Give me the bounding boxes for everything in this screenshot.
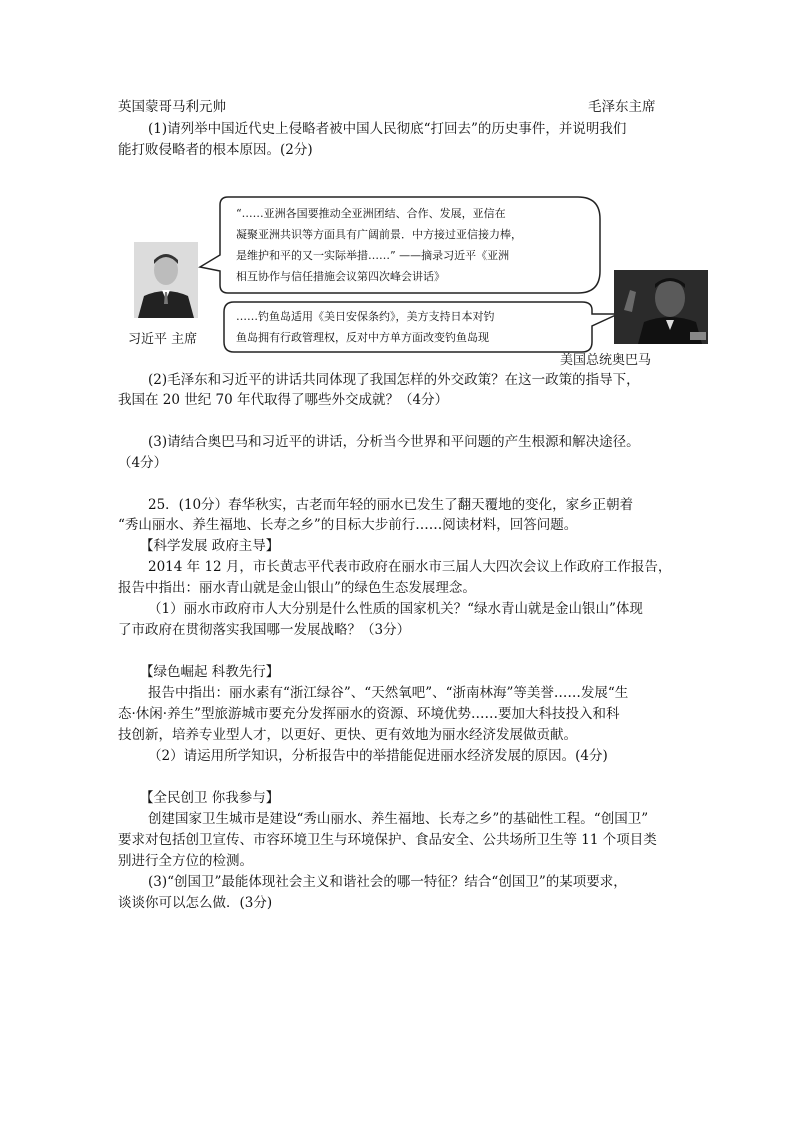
q25-section2-line3: 技创新，培养专业型人才，以更好、更快、更有效地为丽水经济发展做贡献。	[118, 727, 577, 743]
q25-section3-line2: 要求对包括创卫宣传、市容环境卫生与环境保护、食品安全、公共场所卫生等 11 个项目类	[118, 832, 657, 848]
xi-caption: 习近平 主席	[128, 332, 198, 347]
obama-caption: 美国总统奥巴马	[560, 353, 652, 368]
q25-q1-line2: 了市政府在贯彻落实我国哪一发展战略？（3分）	[118, 622, 411, 638]
xi-quote-line2: 凝聚亚洲共识等方面具有广阔前景．中方接过亚信接力棒，	[236, 228, 522, 241]
q24-sub2-line2: 我国在 20 世纪 70 年代取得了哪些外交成就？（4分）	[118, 392, 449, 408]
xi-quote-line1: “……亚洲各国要推动全亚洲团结、合作、发展，亚信在	[236, 207, 506, 220]
q25-q3-line2: 谈谈你可以怎么做．(3分)	[118, 895, 273, 911]
mao-caption: 毛泽东主席	[588, 99, 656, 115]
q25-section1-line2: 报告中指出：丽水青山就是金山银山”的绿色生态发展理念。	[118, 580, 476, 596]
xi-jinping-photo	[134, 242, 198, 318]
q25-q2: （2）请运用所学知识，分析报告中的举措能促进丽水经济发展的原因。(4分)	[148, 748, 608, 764]
q25-q1-line1: （1）丽水市政府市人大分别是什么性质的国家机关？“绿水青山就是金山银山”体现	[148, 601, 643, 617]
q24-sub2-line1: (2)毛泽东和习近平的讲话共同体现了我国怎样的外交政策？在这一政策的指导下，	[148, 372, 640, 388]
q25-section3-title: 【全民创卫 你我参与】	[140, 790, 280, 806]
q25-section1-line1: 2014 年 12 月，市长黄志平代表市政府在丽水市三届人大四次会议上作政府工作报告，	[148, 559, 672, 575]
xi-quote-line3: 是维护和平的又一实际举措……” ——摘录习近平《亚洲	[236, 249, 510, 262]
q24-sub1-line2: 能打败侵略者的根本原因。(2分)	[118, 142, 313, 158]
q24-sub1-line1: (1)请列举中国近代史上侵略者被中国人民彻底“打回去”的历史事件，并说明我们	[148, 121, 627, 137]
q24-sub3-line1: (3)请结合奥巴马和习近平的讲话，分析当今世界和平问题的产生根源和解决途径。	[148, 434, 640, 450]
q24-sub3-line2: （4分）	[118, 455, 168, 471]
obama-photo	[614, 270, 708, 344]
q25-section3-line3: 别进行全方位的检测。	[118, 853, 253, 869]
obama-quote-line2: 鱼岛拥有行政管理权，反对中方单方面改变钓鱼岛现	[236, 331, 489, 344]
q25-q3-line1: (3)“创国卫”最能体现社会主义和谐社会的哪一特征？结合“创国卫”的某项要求，	[148, 874, 627, 890]
montgomery-caption: 英国蒙哥马利元帅	[118, 99, 226, 115]
obama-quote-line1: ……钓鱼岛适用《美日安保条约》，美方支持日本对钓	[236, 310, 495, 323]
xi-quote-line4: 相互协作与信任措施会议第四次峰会讲话》	[236, 270, 445, 283]
q25-intro-line1: 25．(10分）春华秋实，古老而年轻的丽水已发生了翻天覆地的变化，家乡正朝着	[148, 497, 634, 513]
q25-section1-title: 【科学发展 政府主导】	[140, 538, 280, 554]
q25-section3-line1: 创建国家卫生城市是建设“秀山丽水、养生福地、长寿之乡”的基础性工程。“创国卫”	[148, 811, 649, 827]
q25-section2-line2: 态·休闲·养生”型旅游城市要充分发挥丽水的资源、环境优势……要加大科技投入和科	[118, 706, 620, 722]
q25-intro-line2: “秀山丽水、养生福地、长寿之乡”的目标大步前行……阅读材料，回答问题。	[118, 517, 578, 533]
q25-section2-title: 【绿色崛起 科教先行】	[140, 664, 280, 680]
q25-section2-line1: 报告中指出：丽水素有“浙江绿谷”、“天然氧吧”、“浙南林海”等美誉……发展“生	[148, 685, 629, 701]
